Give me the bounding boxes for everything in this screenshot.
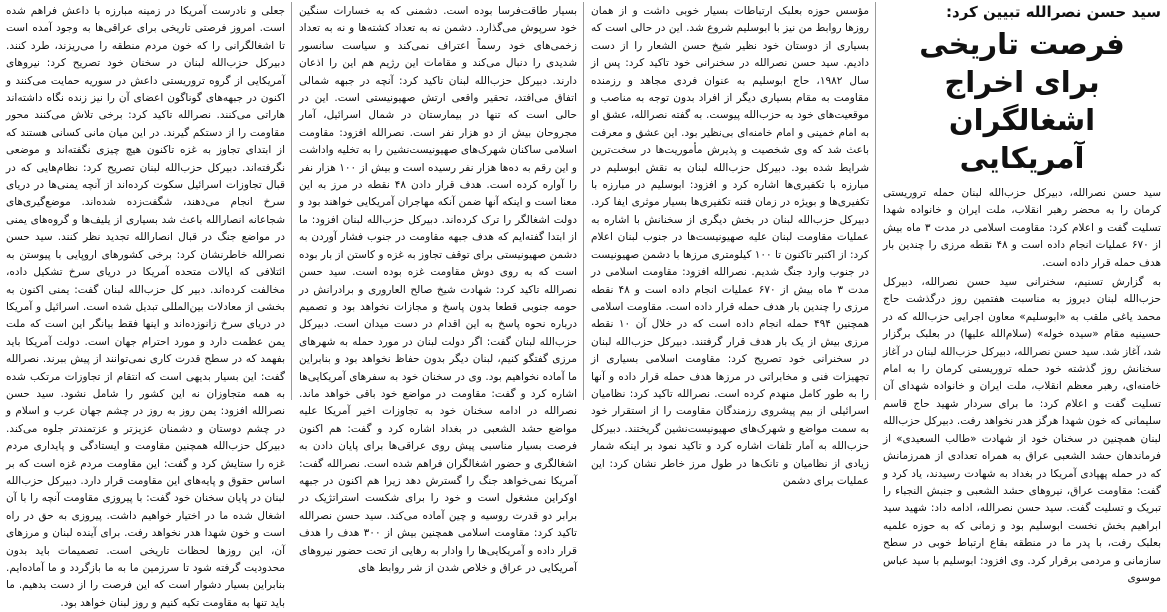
column-1 (877, 0, 1167, 584)
article-body-col2: مؤسس حوزه بعلبک ارتباطات بسیار خوبی داشت و از همان روزها روابط من نیز با ابوسلیم شروع شد. این در حالی است که بسیاری از دوستان خود نظیر شیخ حسن الشعار را از دست دادیم. سید حسن نصرالله در سخنرانی خود تاکید کرد: پس از سال ۱۹۸۲، حاج ابوسلیم به عنوان فردی مجاهد و رزمنده مقاومت به مقام بسیاری دیگر از افراد بدون توجه به مناصب و موقعیت‌های خود به حزب‌الله پیوست. به گفته نصرالله، عشق او به امام خمینی و امام خامنه‌ای بی‌نظیر بود. این عشق و معرفت باعث شد که وی شخصیت و پذیرش مأموریت‌ها در سخت‌ترین شرایط شده بود. دبیرکل حزب‌الله لبنان به نقش ابوسلیم در مبارزه با تکفیری‌ها اشاره کرد و افزود: ابوسلیم در مبارزه با تکفیری‌ها و بویژه در زمان فتنه تکفیری‌ها بسیار موثری ایفا کرد. دبیرکل حزب‌الله لبنان در بخش دیگری از سخنانش با اشاره به عملیات مقاومت لبنان علیه صهیونیست‌ها در جنوب لبنان اعلام کرد: از اکتبر تاکنون تا ۱۰۰ کیلومتری مرزها با دشمن صهیونیست در جنوب وارد جنگ شدیم. نصرالله افزود: مقاومت اسلامی در مدت ۳ ماه بیش از ۶۷۰ عملیات انجام داده است و ۴۸ نقطه مرزی را چندین بار هدف حمله قرار داده است. مقاومت اسلامی همچنین ۴۹۴ حمله انجام داده است که در خلال آن ۱۰ نقطه مرزی بیش از یک بار هدف قرار گرفتند. دبیرکل حزب‌الله لبنان در سخنرانی خود تصریح کرد: مقاومت اسلامی بسیاری از تجهیزات فنی و مخابراتی در مرزها هدف حمله قرار داده و آنها را به طور کامل منهدم کرده است. نصرالله تاکید کرد: نظامیان اسرائیلی از بیم پیشروی رزمندگان مقاومت را از استقرار خود به سمت مواضع و شهرک‌های صهیونیست‌نشین گریختند. دبیرکل حزب‌الله به آمار تلفات اشاره کرد و تاکید نمود بر اینکه شمار زیادی از نظامیان و تانک‌ها در طول مرز خاطر نشان کرد: این عملیات برای دشمن (591, 5, 870, 487)
column-divider (291, 2, 292, 400)
article-kicker: سید حسن نصرالله تبیین کرد: (946, 3, 1161, 21)
column-2 (585, 0, 875, 487)
column-4 (0, 0, 291, 609)
article-body-col3: بسیار طاقت‌فرسا بوده است. دشمنی که به خسارات سنگین خود سرپوش می‌گذارد. دشمن نه به تعداد کشته‌ها و نه به تعداد زخمی‌های خود رسماً اعتراف نمی‌کند و سیاست سانسور شدیدی را دنبال می‌کند و مقامات این رژیم هم این را اذعان دارند. دبیرکل حزب‌الله لبنان تاکید کرد: آنچه در جبهه شمالی اتفاق می‌افتد، تحقیر واقعی ارتش صهیونیستی است. این در حالی است که تنها در بیمارستان در شمال اسرائیل، آمار مجروحان بیش از دو هزار نفر است. نصرالله افزود: مقاومت اسلامی ساکنان شهرک‌های صهیونیست‌نشین را به تخلیه واداشت و این رقم به ده‌ها هزار نفر رسیده است و بیش از ۱۰۰ هزار نفر را آواره کرده است. هدف قرار دادن ۴۸ نقطه در مرز به این معنا است و اینکه آنها ضمن آنکه مهاجران آمریکایی خواهند بود و دولت اشغالگر را ترک کرده‌اند. دبیرکل حزب‌الله لبنان افزود: ما از ابتدا گفته‌ایم که هدف جبهه مقاومت در جنوب فشار آوردن به دشمن صهیونیستی برای توقف تجاوز به غزه و کاستن از بار بوده است که به روی دوش مقاومت غزه بوده است. سید حسن نصرالله تاکید کرد: شهادت شیخ صالح العاروری و برادرانش در حومه جنوبی قطعا بدون پاسخ و مجازات نخواهد بود و تصمیم درباره نحوه پاسخ به این اقدام در دست میدان است. دبیرکل حزب‌الله لبنان گفت: اگر دولت لبنان در مورد حمله به شهرهای مرزی گفتگو کنیم، لبنان دیگر بدون حفاظ نخواهد بود و بنابراین ما آماده نخواهیم بود. وی در سخنان خود به سفرهای آمریکایی‌ها اشاره کرد و گفت: مقاومت در مواضع خود باقی خواهد ماند. نصرالله در ادامه سخنان خود به تجاوزات اخیر آمریکا علیه مواضع حشد الشعبی در بغداد اشاره کرد و گفت: هم اکنون فرصت بسیار مناسبی پیش روی عراقی‌ها برای پایان دادن به اشغالگری و حضور اشغالگران فراهم شده است. نصرالله گفت: آمریکا نمی‌خواهد جنگ را گسترش دهد زیرا هم اکنون در جبهه اوکراین مشغول است و خود را برای شکست استراتژیک در برابر دو قدرت روسیه و چین آماده می‌کند. سید حسن نصرالله تاکید کرد: مقاومت اسلامی همچنین بیش از ۳۰۰ هدف را هدف قرار داده و آمریکایی‌ها را وادار به رهایی از تحت حضور نیروهای آمریکایی در عراق و خلاص شدن از شر روابط های (299, 5, 578, 574)
article-lead: سید حسن نصرالله، دبیرکل حزب‌الله لبنان حمله تروریستی کرمان را به محضر رهبر انقلاب، ملت ایران و خانواده شهدا تسلیت گفت و اعلام کرد: مقاومت اسلامی در مدت ۳ ماه بیش از ۶۷۰ عملیات انجام داده است و ۴۸ نقطه مرزی را چندین بار هدف حمله قرار داده است. (883, 187, 1161, 269)
column-divider (583, 2, 584, 400)
article-body-col1: به گزارش تسنیم، سخنرانی سید حسن نصرالله، دبیرکل حزب‌الله لبنان دیروز به مناسبت هفتمین روز درگذشت حاج محمد یاغی ملقب به «ابوسلیم» معاون اجرایی حزب‌الله که در حسینیه مقام «سیده خوله» (سلام‌الله علیها) در بعلبک برگزار شد، آغاز شد. سید حسن نصرالله، دبیرکل حزب‌الله لبنان در آغاز سخنانش روز گذشته خود حمله تروریستی کرمان را به امام خامنه‌ای، رهبر معظم انقلاب، ملت ایران و خانواده شهدای آن تسلیت گفت و اعلام کرد: ما برای سردار شهید حاج قاسم سلیمانی که خون شهدا هرگز هدر نخواهد رفت. دبیرکل حزب‌الله لبنان همچنین در سخنان خود از شهادت «طالب السعیدی» از فرماندهان حشد الشعبی عراق به همراه تعدادی از همرزمانش که در حمله پهپادی آمریکا در بغداد به شهادت رسیدند، یاد کرد و گفت: مقاومت عراق، نیروهای حشد الشعبی و جنبش النجباء را تبریک و تسلیت گفت. سید حسن نصرالله، ادامه داد: شهید سید ابراهیم بخش نخست ابوسلیم بود و زمانی که به حوزه علمیه بعلبک رفت، با پدر ما در منطقه بقاع ارتباط خوبی در سطح سازمانی و مردمی برقرار کرد. وی افزود: ابوسلیم با سید عباس موسوی (883, 276, 1161, 584)
column-3 (293, 0, 583, 574)
article-headline (883, 25, 1161, 177)
headline-line-1: فرصت تاریخی برای اخراج (919, 27, 1125, 99)
headline-line-2: اشغالگران آمریکایی (948, 103, 1096, 175)
article-body-col4: جعلی و نادرست آمریکا در زمینه مبارزه با داعش فراهم شده است. امروز فرصتی تاریخی برای عراقی‌ها به وجود آمده است تا اشغالگرانی را که خون مردم منطقه را می‌ریزند، طرد کنند. دبیرکل حزب‌الله لبنان در سخنان خود تصریح کرد: نیروهای آمریکایی از گروه تروریستی داعش در سوریه حمایت می‌کنند و اکنون در جبهه‌های گوناگون اعضای آن را نیز زنده نگاه داشته‌اند هاراتی می‌کنند. نصرالله تاکید کرد: برخی تلاش می‌کنند محور مقاومت را از دستکم گیرند. در این میان مانی کسانی هستند که از ابتدای تجاوز به غزه تاکنون هیچ چیزی نگفته‌اند و موضعی نگرفته‌اند. دبیرکل حزب‌الله لبنان تصریح کرد: نظام‌هایی که در قبال تجاوزات اسرائیل سکوت کرده‌اند از آنچه یمنی‌ها در دریای سرخ انجام می‌دهند، شگفت‌زده شده‌اند. موضع‌گیری‌های شجاعانه انصارالله باعث شد بسیاری از یلیف‌ها و گروه‌های یمنی در مواضع جنگ در قبال انصارالله تجدید نظر کنند. سید حسن نصرالله خاطرنشان کرد: برخی کشورهای اروپایی با پیوستن به ائتلافی که ایالات متحده آمریکا در دریای سرخ تشکیل داده، مخالفت کرده‌اند. دبیر کل حزب‌الله لبنان گفت: یمنی اکنون به بخشی از معادلات بین‌المللی تبدیل شده است. اسرائیل و آمریکا در دریای سرخ زانوزده‌اند و اینها فقط بیانگر این است که ملت یمن عظمت دارد و مورد احترام جهان است. دولت آمریکا باید بفهمد که در سطح قدرت کاری نمی‌توانند از پیش ببرند. نصرالله گفت: این بسیار بدیهی است که انتقام از تجاوزات مرتکب شده به همه متجاوزان نه این کشور را شامل نشود. سید حسن نصرالله افزود: یمن روز به روز در چشم جهان عرب و اسلام و در چشم دوستان و دشمنان عزیزتر و عزتمندتر جلوه می‌کند. دبیرکل حزب‌الله همچنین مقاومت و ایستادگی و پایداری مردم غزه را ستایش کرد و گفت: این مقاومت مردم غزه است که بر اساس حقوق و پایه‌های این مقاومت قرار دارد. دبیرکل حزب‌الله لبنان در پایان سخنان خود گفت: با پیروزی مقاومت آنچه را با آن اشغال شده ما در اختیار خواهیم داشت. پیروزی به حق در راه است و خون شهدا هدر نخواهد رفت. برای آینده لبنان و مرزهای آن، این روزها لحظات تاریخی است. تصمیمات باید بدون محدودیت گرفته شود تا سرزمین ما به ما بازگردد و ما آماده‌ایم. بنابراین بسیار دشوار است که این فرصت را از دست بدهیم. ما باید تنها به مقاومت تکیه کنیم و روز لبنان خواهد بود. (6, 5, 285, 609)
column-divider (875, 2, 876, 400)
